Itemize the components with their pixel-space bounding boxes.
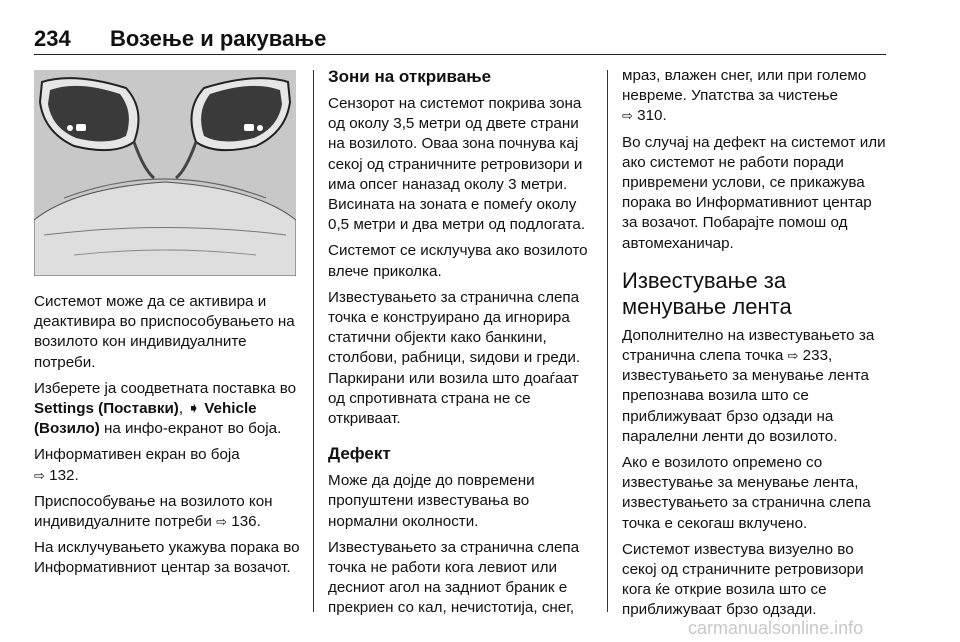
paragraph bbox=[34, 492, 302, 532]
section-heading-zones: Зони на откривање bbox=[328, 67, 492, 86]
page-reference: 310. bbox=[637, 107, 667, 125]
page-header bbox=[34, 26, 884, 56]
column-divider bbox=[313, 70, 314, 612]
paragraph: Системот се исклучува ако возилото влече приколка. bbox=[328, 242, 588, 280]
settings-menu-label: Settings (Поставки) bbox=[34, 400, 179, 418]
blind-spot-warning-icon bbox=[244, 124, 263, 131]
column-divider bbox=[607, 70, 608, 612]
page-number: 234 bbox=[34, 26, 71, 51]
paragraph: Во случај на дефект на системот или ако системот не работи поради привремени услови, се прикажува порака во Информативниот центар за возачот. Побарајте помош од автомеханичар. bbox=[622, 133, 886, 252]
mirror-illustration bbox=[34, 70, 296, 276]
text: Дополнително на известувањето за странична слепа точка bbox=[622, 326, 875, 365]
column-left bbox=[34, 292, 302, 585]
vehicle-menu-label: Vehicle (Возило) bbox=[34, 400, 257, 438]
paragraph bbox=[622, 66, 890, 127]
paragraph bbox=[622, 326, 890, 447]
header-rule bbox=[34, 54, 886, 55]
paragraph bbox=[34, 445, 302, 485]
paragraph: На исклучувањето укажува порака во Информативниот центар за возачот. bbox=[34, 539, 300, 577]
arrow-ref-icon: ⇨ bbox=[34, 467, 45, 483]
paragraph: Системот може да се активира и деактивира во приспособувањето на возилото кон индивидуалните потреби. bbox=[34, 293, 295, 371]
watermark: carmanualsonline.info bbox=[688, 618, 864, 638]
vehicle-arrow-icon: ➧ bbox=[187, 400, 205, 418]
column-right bbox=[622, 66, 890, 627]
page-reference: 233, bbox=[802, 347, 833, 365]
paragraph: Ако е возилото опремено со известување за менување лента, известувањето за странична слепа точка е секогаш вклучено. bbox=[622, 454, 871, 532]
paragraph: Системот известува визуелно во секој од страничните ретровизори кога ќе открие возила што се приближуваат брзо одзади. bbox=[622, 540, 864, 619]
paragraph: Може да дојде до повремени пропуштени известувања во нормални околности. bbox=[328, 472, 535, 530]
section-heading-lane-change: Известување за менување лента bbox=[622, 267, 792, 319]
mirror-illustration-svg bbox=[34, 70, 296, 276]
text: Изберете ја соодветната поставка во bbox=[34, 379, 297, 397]
paragraph: Известувањето за странична слепа точка не работи кога левиот или десниот агол на задниот браник е прекриен со кал, нечистотија, снег, bbox=[328, 538, 580, 617]
arrow-ref-icon: ⇨ bbox=[216, 514, 228, 530]
paragraph: Сензорот на системот покрива зона од околу 3,5 метри од двете страни на возилото. Оваа зона почнува кај секој од страничните ретровизори и има опсег наназад околу 3 метри. Висината на зоната е помеѓу околу 0,5 метри и два метри од подлогата. bbox=[328, 95, 586, 234]
column-middle bbox=[328, 66, 596, 625]
blind-spot-warning-icon bbox=[67, 124, 86, 131]
arrow-ref-icon: ⇨ bbox=[622, 108, 633, 124]
section-heading-defect: Дефект bbox=[328, 444, 391, 464]
page-reference: 136. bbox=[231, 513, 261, 531]
text: Информативен екран во боја bbox=[34, 446, 240, 464]
text: мраз, влажен снег, или при големо невреме. Упатства за чистење bbox=[622, 67, 867, 105]
paragraph bbox=[34, 379, 302, 440]
page-reference: 132. bbox=[49, 466, 79, 484]
text: на инфо-екранот во боја. bbox=[99, 420, 282, 438]
text: известувањето за менување лента препознава возила што се приближуваат брзо одзади на паралелни ленти до возилото. bbox=[622, 367, 869, 445]
text: Приспособување на возилото кон индивидуалните потреби bbox=[34, 492, 273, 531]
chapter-title: Возење и ракување bbox=[110, 26, 327, 51]
text: , bbox=[178, 400, 188, 418]
arrow-ref-icon: ⇨ bbox=[787, 348, 799, 364]
paragraph: Известувањето за странична слепа точка е конструирано да игнорира статични објекти како банкини, столбови, рабници, ѕидови и греди. Паркирани или возила што доаѓаат од спротивната страна не се откриваат. bbox=[328, 288, 581, 428]
